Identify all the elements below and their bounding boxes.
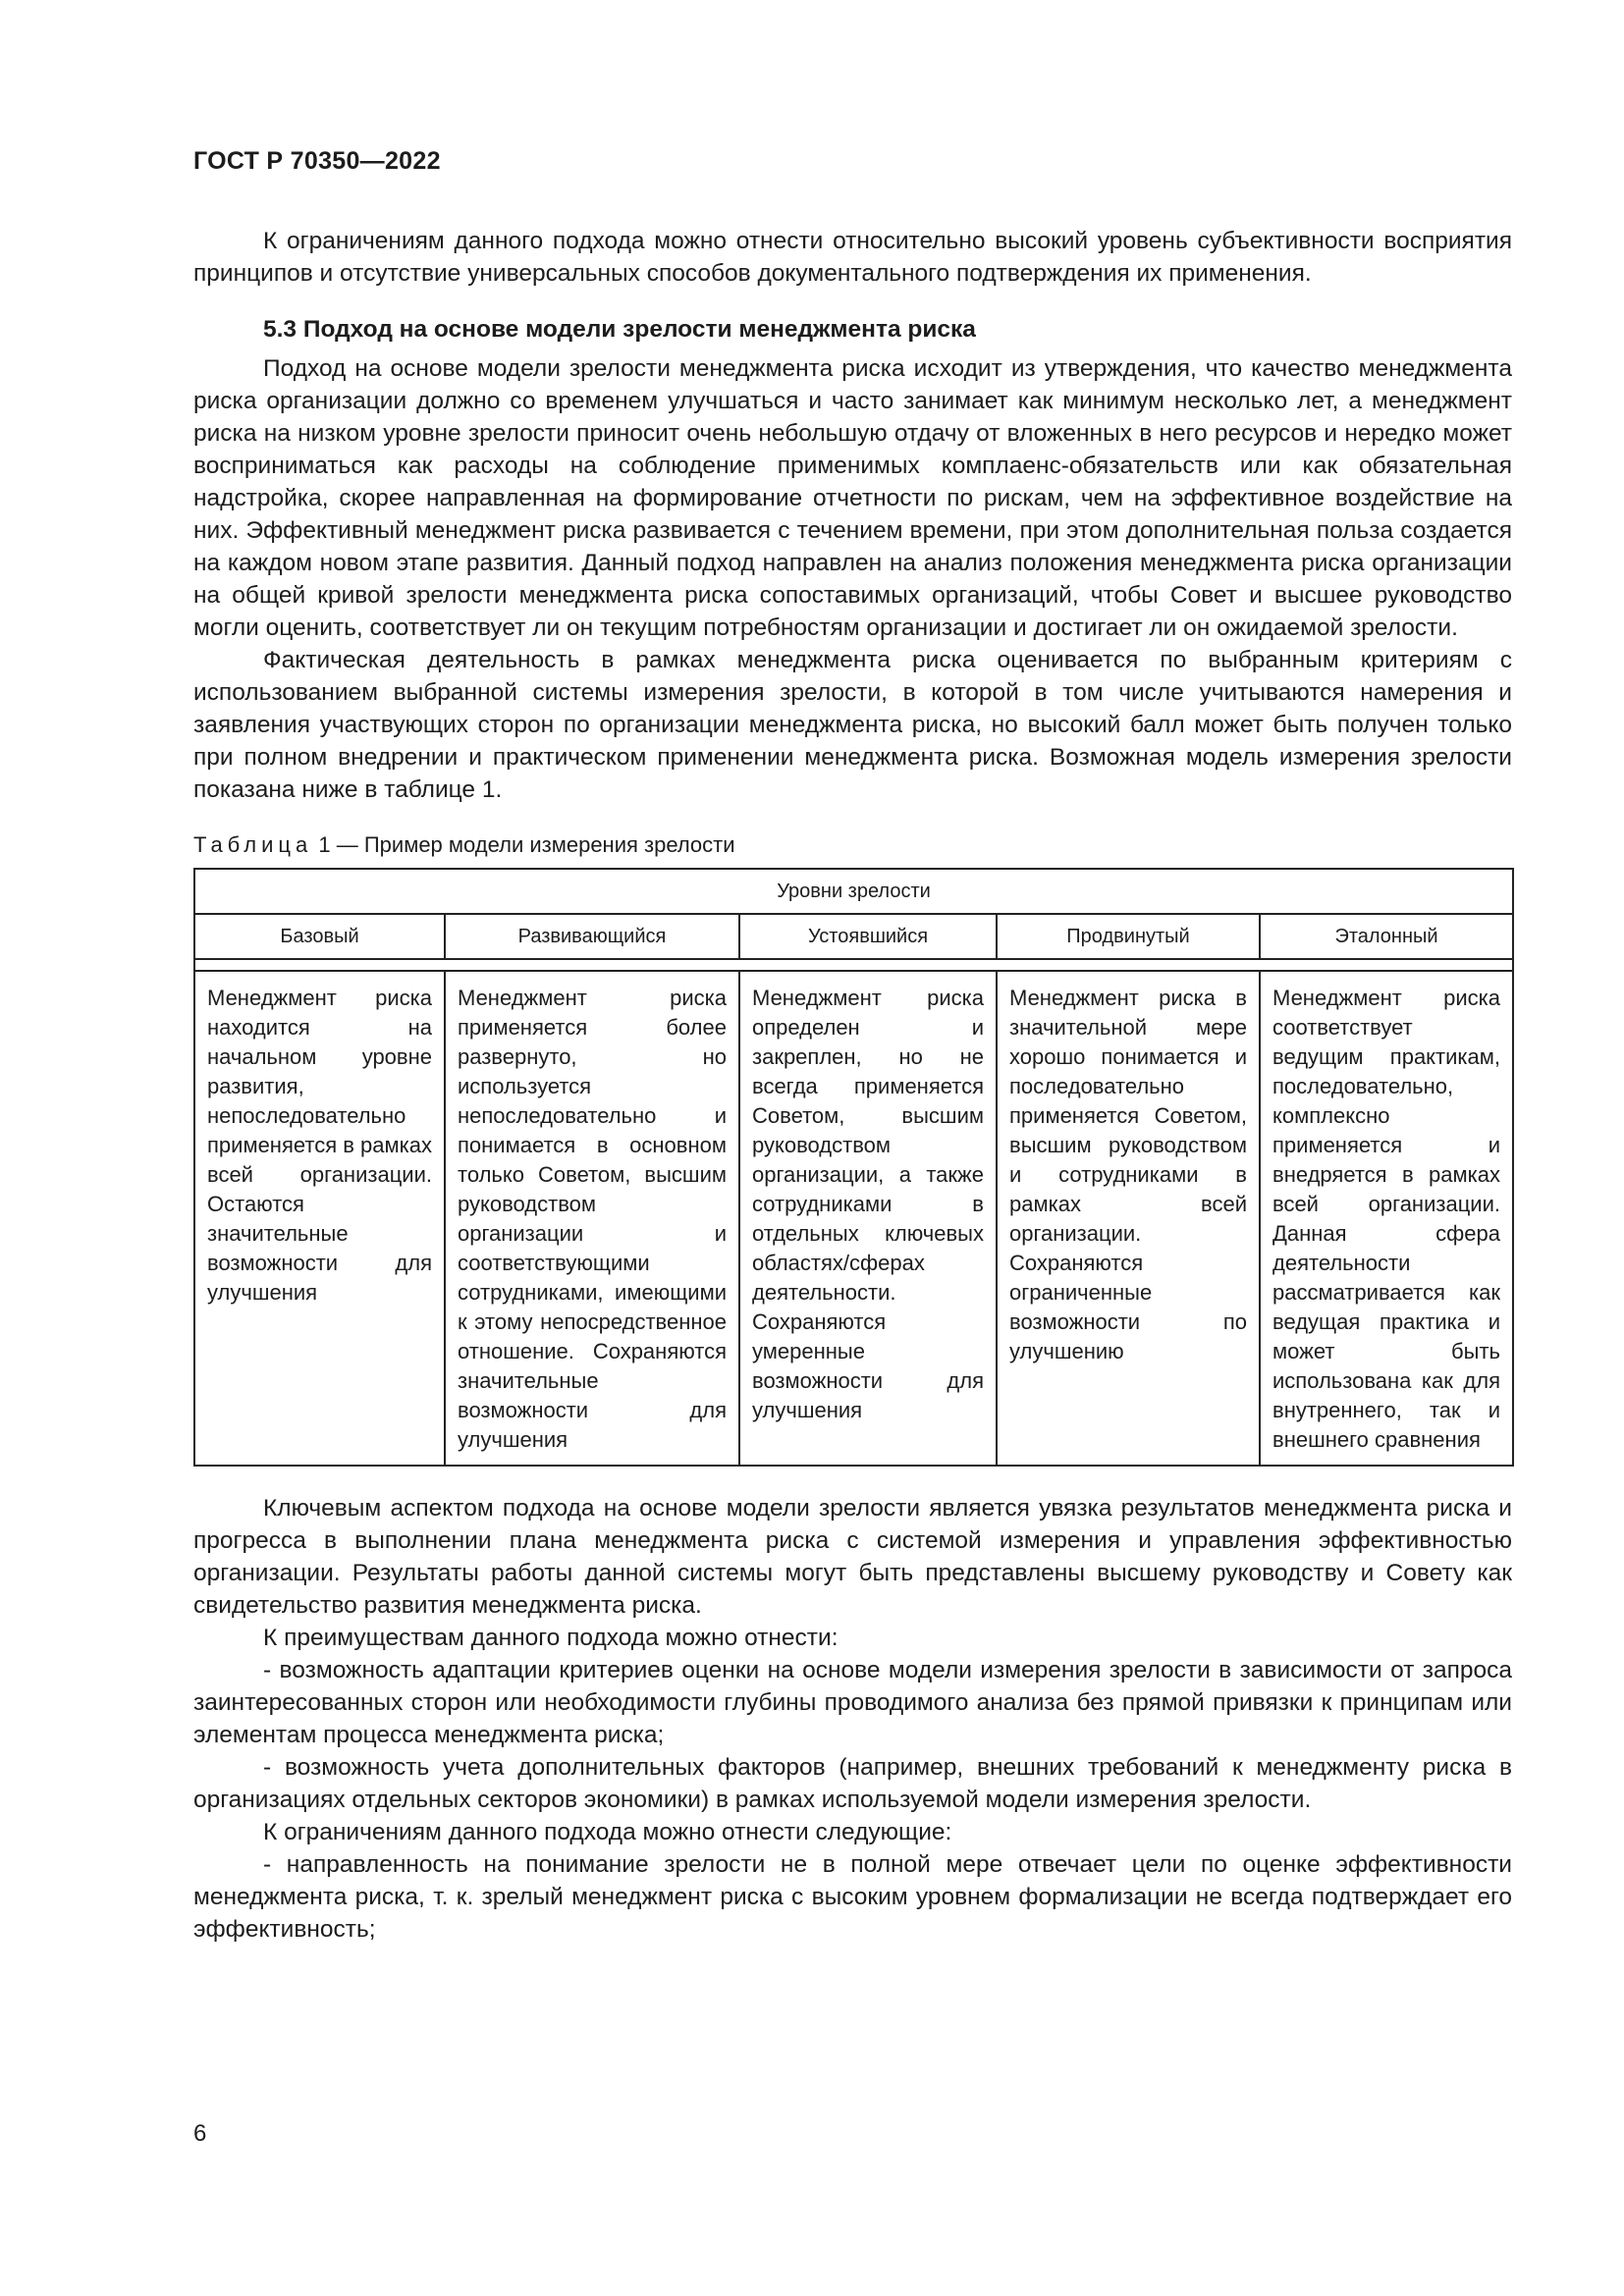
table-caption-word: Таблица (193, 832, 313, 857)
table-column-header: Продвинутый (997, 914, 1260, 959)
table-column-header: Эталонный (1260, 914, 1513, 959)
maturity-table (193, 868, 1514, 1467)
paragraph: Подход на основе модели зрелости менеджмента риска исходит из утверждения, что качество менеджмента риска организации должно со временем улучшаться и часто занимает как минимум несколько лет, а менеджмент риска на низком уровне зрелости приносит очень небольшую отдачу от вложенных в него ресурсов и нередко может восприниматься как расходы на соблюдение применимых комплаенс-обязательств или как обязательная надстройка, скорее направленная на формирование отчетности по рискам, чем на эффективное воздействие на них. Эффективный менеджмент риска развивается с течением времени, при этом дополнительная польза создается на каждом новом этапе развития. Данный подход направлен на анализ положения менеджмента риска организации на общей кривой зрелости менеджмента риска сопоставимых организаций, чтобы Совет и высшее руководство могли оценить, соответствует ли он текущим потребностям организации и достигает ли он ожидаемой зрелости. (193, 355, 1512, 641)
page-number: 6 (193, 2120, 207, 2147)
after-table-section (193, 1492, 1512, 1946)
list-item: - возможность адаптации критериев оценки на основе модели измерения зрелости в зависимости от запроса заинтересованных сторон или необходимости глубины проводимого анализа без прямой привязки к принципам или элементам процесса менеджмента риска; (193, 1657, 1512, 1748)
paragraph: К ограничениям данного подхода можно отнести относительно высокий уровень субъективности восприятия принципов и отсутствие универсальных способов документального подтверждения их применения. (193, 228, 1512, 287)
table-column-header: Устоявшийся (739, 914, 997, 959)
section-heading: 5.3 Подход на основе модели зрелости менеджмента риска (263, 316, 976, 343)
table-cell: Менеджмент риска применяется более развернуто, но используется непоследовательно и понимается в основном только Советом, высшим руководством организации и соответствующими сотрудниками, имеющими к этому непосредственное отношение. Сохраняются значительные возможности для улучшения (445, 971, 739, 1466)
table-row (194, 971, 1513, 1466)
table-cell: Менеджмент риска соответствует ведущим практикам, последовательно, комплексно применяется и внедряется в рамках всей организации. Данная сфера деятельности рассматривается как ведущая практика и может быть использована как для внутреннего, так и внешнего сравнения (1260, 971, 1513, 1466)
table-column-header: Развивающийся (445, 914, 739, 959)
table-group-header: Уровни зрелости (194, 869, 1513, 914)
table-caption-text: 1 — Пример модели измерения зрелости (318, 832, 735, 857)
table-column-header: Базовый (194, 914, 445, 959)
list-item: - направленность на понимание зрелости не в полной мере отвечает цели по оценке эффективности менеджмента риска, т. к. зрелый менеджмент риска с высоким уровнем формализации не всегда подтверждает его эффективность; (193, 1851, 1512, 1943)
table-cell: Менеджмент риска определен и закреплен, но не всегда применяется Советом, высшим руководством организации, а также сотрудниками в отдельных ключевых областях/сферах деятельности. Сохраняются умеренные возможности для улучшения (739, 971, 997, 1466)
table-spacer-row (194, 959, 1513, 971)
table-cell: Менеджмент риска находится на начальном уровне развития, непоследовательно применяется в рамках всей организации. Остаются значительные возможности для улучшения (194, 971, 445, 1466)
table-caption (193, 832, 1512, 858)
paragraph: Фактическая деятельность в рамках менеджмента риска оценивается по выбранным критериям с использованием выбранной системы измерения зрелости, в которой в том числе учитываются намерения и заявления участвующих сторон по организации менеджмента риска, но высокий балл может быть получен только при полном внедрении и практическом применении менеджмента риска. Возможная модель измерения зрелости показана ниже в таблице 1. (193, 647, 1512, 803)
document-page (193, 147, 1512, 1946)
document-id-header: ГОСТ Р 70350—2022 (193, 147, 441, 175)
paragraph: К ограничениям данного подхода можно отнести следующие: (263, 1819, 952, 1845)
paragraph: Ключевым аспектом подхода на основе модели зрелости является увязка результатов менеджмента риска и прогресса в выполнении плана менеджмента риска с системой измерения и управления эффективностью организации. Результаты работы данной системы могут быть представлены высшему руководству и Совету как свидетельство развития менеджмента риска. (193, 1495, 1512, 1619)
paragraph: К преимуществам данного подхода можно отнести: (263, 1625, 839, 1651)
table-cell: Менеджмент риска в значительной мере хорошо понимается и последовательно применяется Советом, высшим руководством и сотрудниками в рамках всей организации. Сохраняются ограниченные возможности по улучшению (997, 971, 1260, 1466)
list-item: - возможность учета дополнительных факторов (например, внешних требований к менеджменту риска в организациях отдельных секторов экономики) в рамках используемой модели измерения зрелости. (193, 1754, 1512, 1813)
